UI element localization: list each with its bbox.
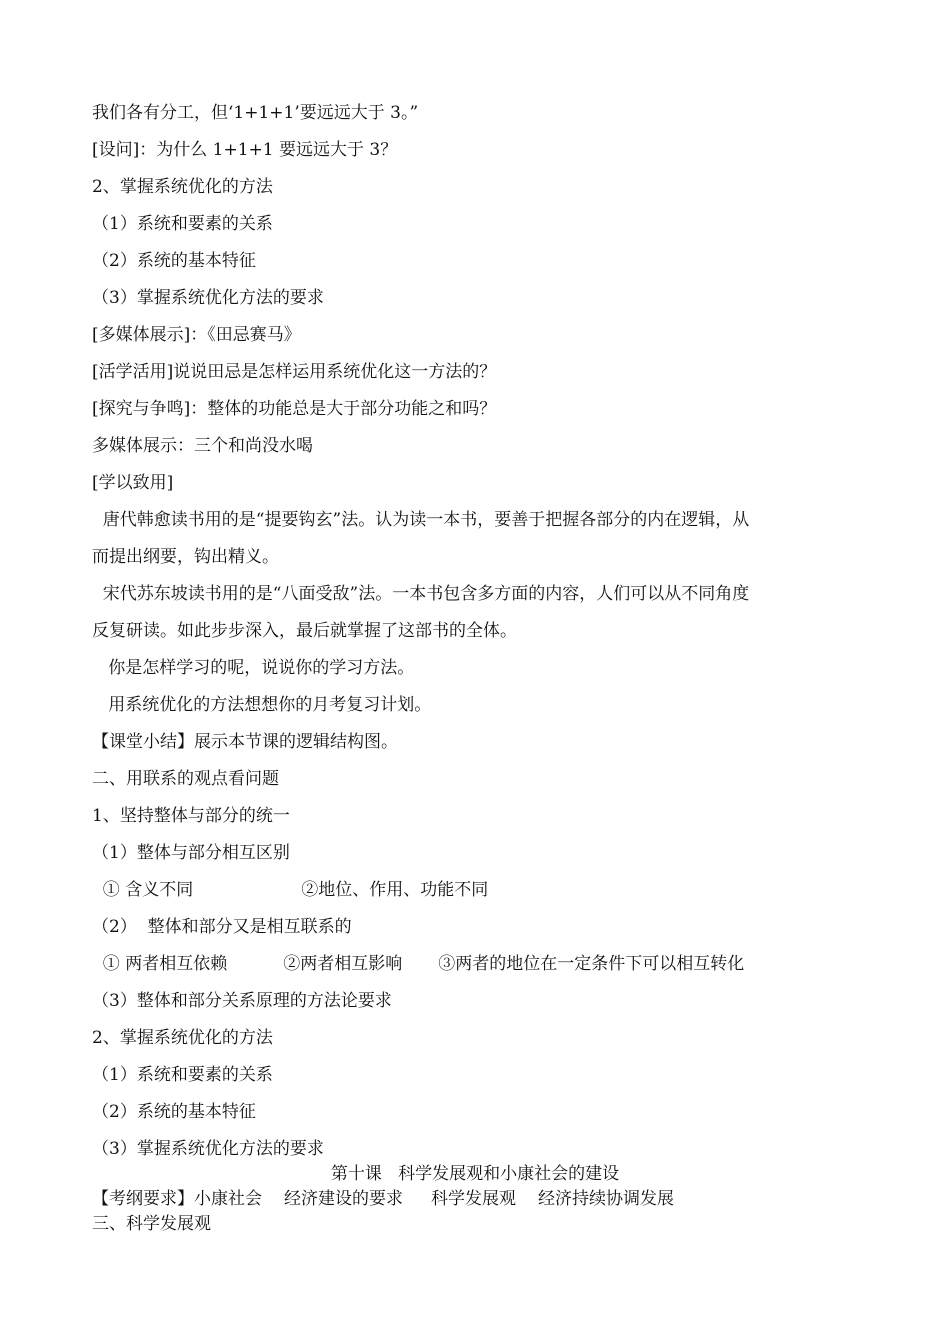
syllabus-label: 【考纲要求】小康社会	[92, 1189, 262, 1209]
paragraph-line: 唐代韩愈读书用的是“提要钩玄”法。认为读一本书，要善于把握各部分的内在逻辑，从	[92, 510, 750, 530]
list-item: （2） 整体和部分又是相互联系的	[92, 917, 352, 937]
sub-item: ②两者相互影响	[283, 954, 403, 974]
list-item: （2）系统的基本特征	[92, 1102, 256, 1122]
multimedia-line: [多媒体展示]：《田忌赛马》	[92, 325, 301, 345]
syllabus-item: 经济建设的要求	[284, 1189, 403, 1209]
paragraph-line: 你是怎样学习的呢，说说你的学习方法。	[92, 658, 415, 678]
lesson-title: 第十课 科学发展观和小康社会的建设	[330, 1164, 620, 1184]
sub-item: ②地位、作用、功能不同	[301, 880, 489, 900]
sub-item: ① 含义不同	[92, 880, 194, 900]
list-item: （1）系统和要素的关系	[92, 1065, 273, 1085]
paragraph-line: 反复研读。如此步步深入，最后就掌握了这部书的全体。	[92, 621, 517, 641]
section-label: [学以致用]	[92, 473, 174, 493]
list-item: （1）系统和要素的关系	[92, 214, 273, 234]
sub-item: ① 两者相互依赖	[92, 954, 228, 974]
list-item: （3）整体和部分关系原理的方法论要求	[92, 991, 392, 1011]
syllabus-item: 科学发展观	[431, 1189, 516, 1209]
section-heading: 1、坚持整体与部分的统一	[92, 806, 290, 826]
sub-item: ③两者的地位在一定条件下可以相互转化	[438, 954, 745, 974]
list-item	[92, 879, 872, 901]
question-line: [设问]：为什么 1+1+1 要远远大于 3？	[92, 140, 398, 160]
text-line: 我们各有分工，但‘1+1+1’要远远大于 3。”	[92, 103, 419, 123]
discussion-line: [探究与争鸣]：整体的功能总是大于部分功能之和吗？	[92, 399, 497, 419]
paragraph-line: 用系统优化的方法想想你的月考复习计划。	[92, 695, 432, 715]
section-heading: 三、科学发展观	[92, 1214, 211, 1234]
syllabus-item: 经济持续协调发展	[538, 1189, 674, 1209]
paragraph-line: 而提出纲要，钩出精义。	[92, 547, 279, 567]
list-item: （3）掌握系统优化方法的要求	[92, 288, 324, 308]
list-item: （1）整体与部分相互区别	[92, 843, 290, 863]
paragraph-line: 宋代苏东坡读书用的是“八面受敌”法。一本书包含多方面的内容，人们可以从不同角度	[92, 584, 750, 604]
list-item	[92, 953, 872, 975]
multimedia-line: 多媒体展示：三个和尚没水喝	[92, 436, 313, 456]
section-heading: 二、用联系的观点看问题	[92, 769, 279, 789]
section-heading: 2、掌握系统优化的方法	[92, 177, 273, 197]
syllabus-line	[92, 1188, 872, 1210]
list-item: （2）系统的基本特征	[92, 251, 256, 271]
summary-line: 【课堂小结】展示本节课的逻辑结构图。	[92, 732, 398, 752]
activity-line: [活学活用]说说田忌是怎样运用系统优化这一方法的？	[92, 362, 497, 382]
section-heading: 2、掌握系统优化的方法	[92, 1028, 273, 1048]
list-item: （3）掌握系统优化方法的要求	[92, 1139, 324, 1159]
